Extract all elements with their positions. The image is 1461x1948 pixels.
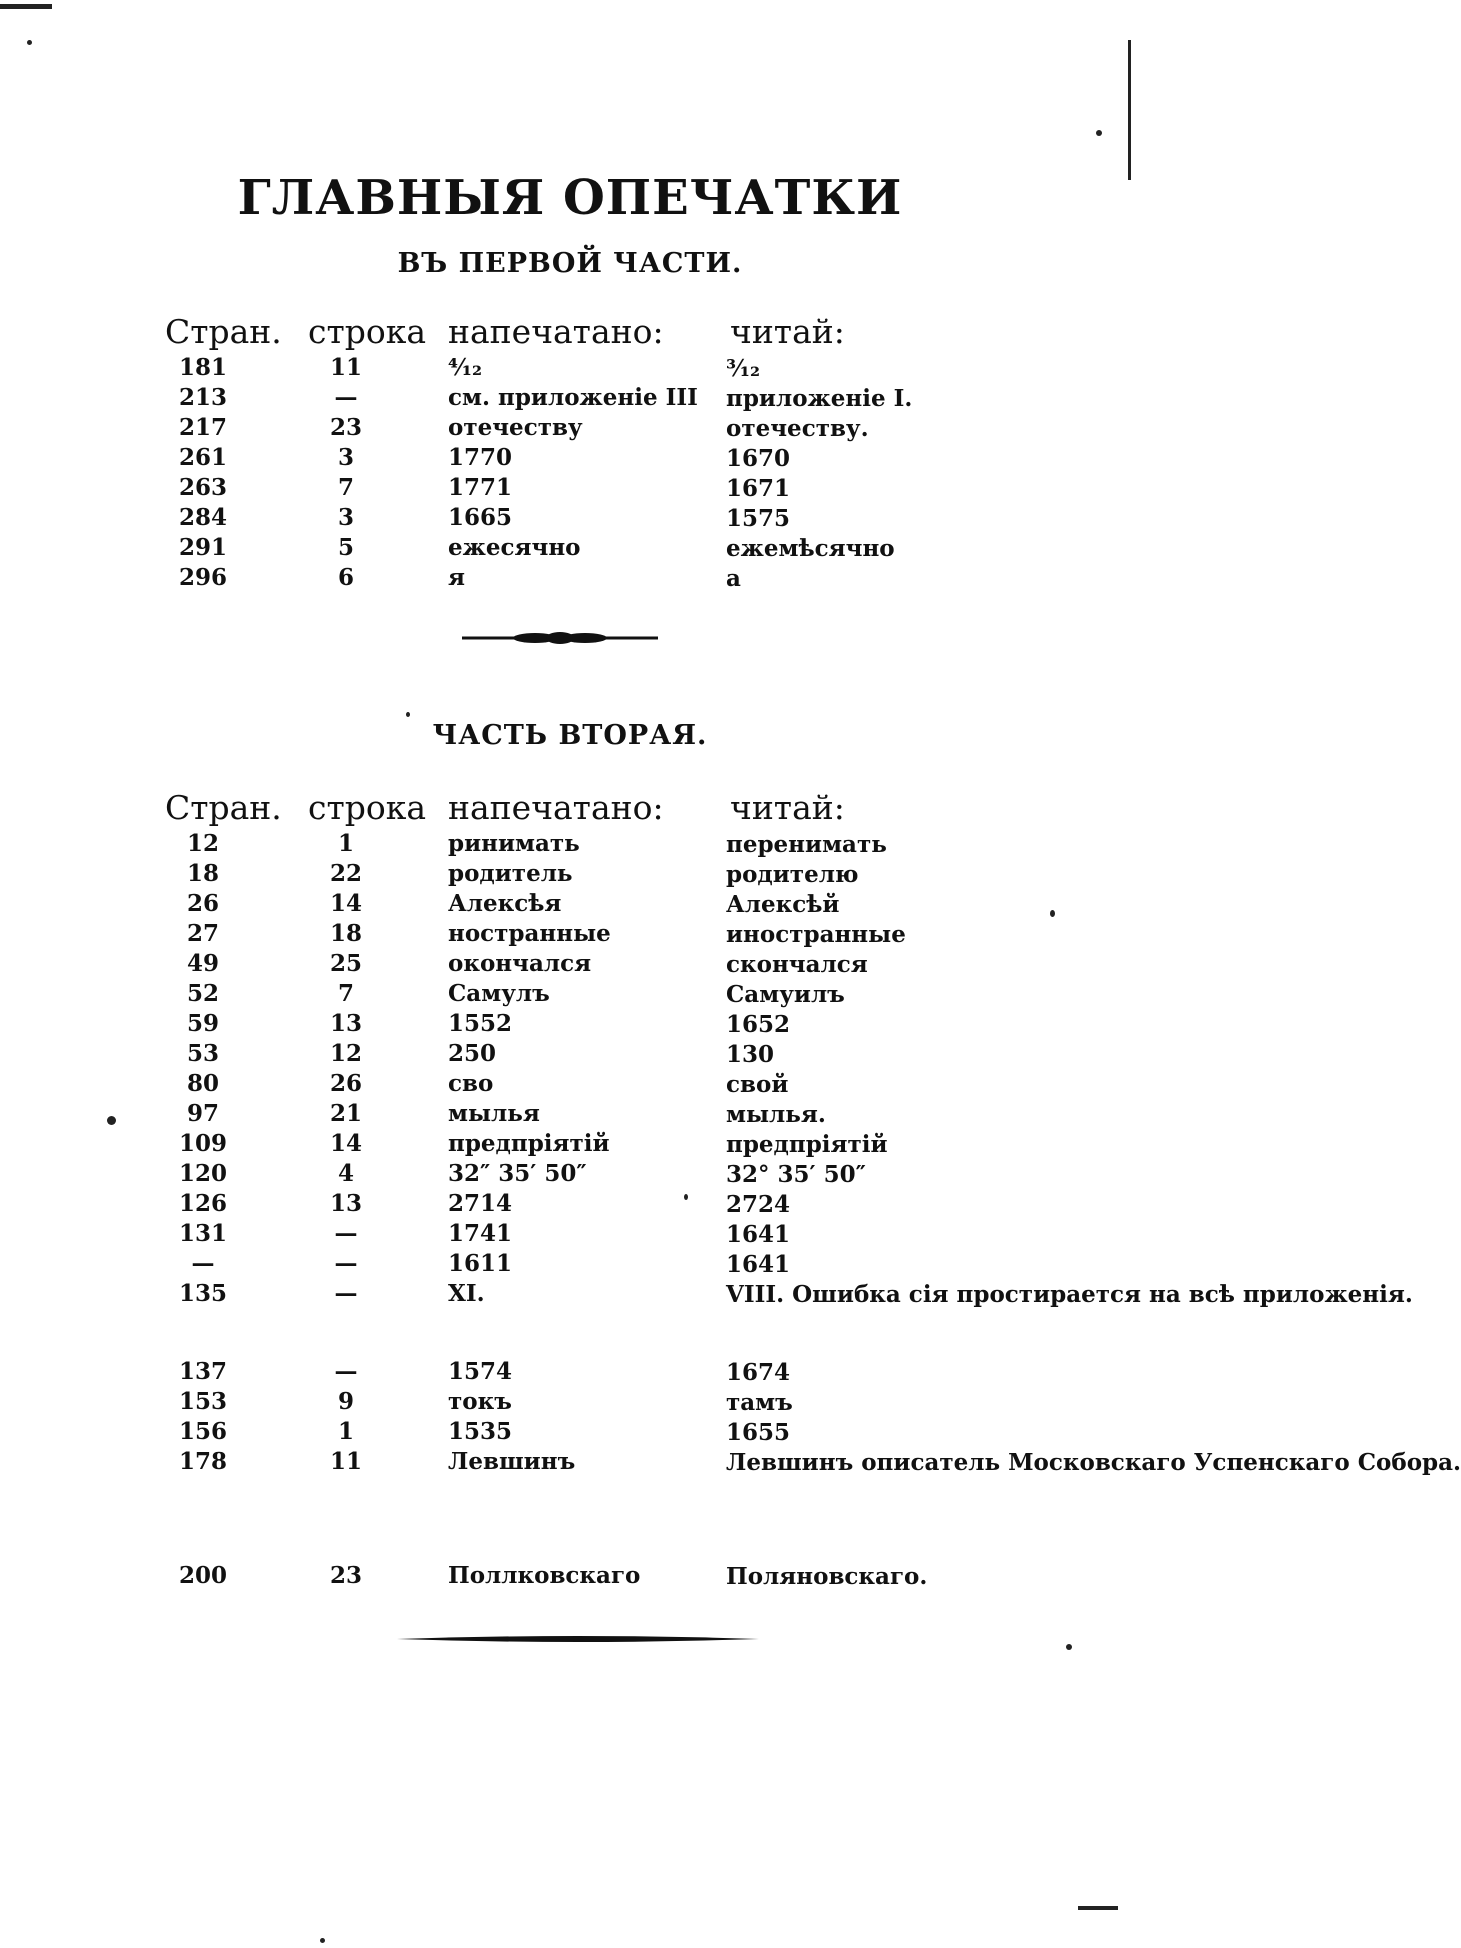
scan-speck (27, 40, 32, 45)
line-cell: — (334, 1280, 358, 1307)
page-cell: 296 (178, 564, 227, 591)
line-cell: — (334, 1220, 358, 1247)
correction-cell: отечеству. (726, 415, 869, 442)
correction-cell: мылья. (726, 1101, 826, 1128)
page-cell: 135 (178, 1280, 227, 1307)
page-cell: 217 (178, 414, 227, 441)
part2-col-printed-header: напечатано: (448, 788, 664, 827)
printed-cell: окончался (448, 950, 592, 977)
correction-cell: 1652 (726, 1011, 791, 1038)
part1-col-printed-header: напечатано: (448, 312, 664, 351)
printed-cell: токъ (448, 1388, 512, 1415)
table-row (0, 504, 1140, 534)
printed-cell: Самулъ (448, 980, 550, 1007)
part2-col-line-header: строка (308, 788, 427, 827)
printed-cell: я (448, 564, 465, 591)
line-cell: 3 (337, 444, 354, 471)
line-cell: 22 (329, 860, 362, 887)
correction-cell: 1575 (726, 505, 791, 532)
correction-cell: 1671 (726, 475, 791, 502)
line-cell: 18 (329, 920, 362, 947)
table-row (0, 1130, 1140, 1160)
table-row (0, 1562, 1140, 1592)
part2-heading: ЧАСТЬ ВТОРАЯ. (432, 720, 708, 751)
scan-speck (1096, 130, 1102, 136)
line-cell: 1 (337, 830, 354, 857)
printed-cell: предпріятій (448, 1130, 610, 1157)
table-row (0, 444, 1140, 474)
table-row (0, 1358, 1140, 1388)
line-cell: 9 (337, 1388, 354, 1415)
printed-cell: отечеству (448, 414, 583, 441)
scan-speck (1066, 1644, 1072, 1650)
line-cell: 26 (329, 1070, 362, 1097)
line-cell: 5 (337, 534, 354, 561)
page-cell: 131 (178, 1220, 227, 1247)
part2-col-read-header: читай: (730, 788, 845, 827)
correction-cell: Самуилъ (726, 981, 845, 1008)
correction-cell: родителю (726, 861, 859, 888)
correction-cell: 1641 (726, 1221, 791, 1248)
line-cell: 3 (337, 504, 354, 531)
printed-cell: родитель (448, 860, 573, 887)
page-cell: 49 (186, 950, 219, 977)
table-row (0, 1250, 1140, 1280)
printed-cell: 32″ 35′ 50″ (448, 1160, 587, 1187)
correction-cell: VIII. Ошибка сія простирается на всѣ приложенія. (726, 1281, 1413, 1308)
correction-cell: скончался (726, 951, 868, 978)
table-row (0, 1190, 1140, 1220)
page-cell: 26 (186, 890, 219, 917)
line-cell: 12 (329, 1040, 362, 1067)
line-cell: 13 (329, 1190, 362, 1217)
printed-cell: ринимать (448, 830, 580, 857)
correction-cell: свой (726, 1071, 789, 1098)
scan-speck (107, 1116, 116, 1125)
table-row (0, 1280, 1413, 1310)
page-cell: 263 (178, 474, 227, 501)
scan-edge-mark (1128, 40, 1131, 180)
page-cell: 12 (186, 830, 219, 857)
line-cell: 4 (337, 1160, 354, 1187)
line-cell: 11 (329, 1448, 362, 1475)
line-cell: 13 (329, 1010, 362, 1037)
page-cell: 27 (186, 920, 219, 947)
table-row (0, 414, 1140, 444)
scan-speck (1050, 910, 1055, 917)
scan-edge-mark (1078, 1906, 1118, 1910)
line-cell: 23 (329, 414, 362, 441)
line-cell: 6 (337, 564, 354, 591)
line-cell: 14 (329, 1130, 362, 1157)
table-row (0, 1388, 1140, 1418)
printed-cell: Поллковскаго (448, 1562, 641, 1589)
scan-speck (320, 1938, 325, 1943)
printed-cell: 1552 (448, 1010, 513, 1037)
table-row (0, 384, 1140, 414)
printed-cell: XI. (448, 1280, 485, 1307)
correction-cell: приложеніе I. (726, 385, 913, 412)
table-row (0, 1070, 1140, 1100)
page-cell: 80 (186, 1070, 219, 1097)
part1-col-page-header: Стран. (165, 312, 282, 351)
table-row (0, 1100, 1140, 1130)
page-cell: 284 (178, 504, 227, 531)
page-cell: 126 (178, 1190, 227, 1217)
page-title: ГЛАВНЫЯ ОПЕЧАТКИ (237, 170, 903, 226)
correction-cell: Поляновскаго. (726, 1563, 928, 1590)
correction-cell: 1641 (726, 1251, 791, 1278)
part2-col-page-header: Стран. (165, 788, 282, 827)
printed-cell: 250 (448, 1040, 497, 1067)
table-row (0, 354, 1140, 384)
printed-cell: 1771 (448, 474, 513, 501)
page-cell: 261 (178, 444, 227, 471)
printed-cell: Левшинъ (448, 1448, 576, 1475)
page-cell: 291 (178, 534, 227, 561)
printed-cell: 1741 (448, 1220, 513, 1247)
closing-rule-ornament (395, 1632, 761, 1646)
correction-cell: а (726, 565, 741, 592)
part1-col-read-header: читай: (730, 312, 845, 351)
table-row (0, 474, 1140, 504)
printed-cell: см. приложеніе III (448, 384, 698, 411)
page-cell: 156 (178, 1418, 227, 1445)
correction-cell: иностранные (726, 921, 906, 948)
table-row (0, 1040, 1140, 1070)
correction-cell: 2724 (726, 1191, 791, 1218)
table-row (0, 534, 1140, 564)
printed-cell: мылья (448, 1100, 540, 1127)
line-cell: — (334, 1250, 358, 1277)
page-cell: 153 (178, 1388, 227, 1415)
correction-cell: ³⁄₁₂ (726, 355, 761, 382)
page-cell: 53 (186, 1040, 219, 1067)
scan-speck (684, 1194, 688, 1200)
correction-cell: ежемѣсячно (726, 535, 895, 562)
scan-edge-mark (0, 4, 52, 9)
printed-cell: ежесячно (448, 534, 581, 561)
table-row (0, 1010, 1140, 1040)
line-cell: 11 (329, 354, 362, 381)
part1-col-line-header: строка (308, 312, 427, 351)
page-cell: 109 (178, 1130, 227, 1157)
table-row (0, 1448, 1461, 1478)
line-cell: 7 (337, 474, 354, 501)
line-cell: — (334, 384, 358, 411)
line-cell: 25 (329, 950, 362, 977)
table-row (0, 1160, 1140, 1190)
page-cell: 18 (186, 860, 219, 887)
page-cell: — (191, 1250, 215, 1277)
page-cell: 97 (186, 1100, 219, 1127)
printed-cell: 1574 (448, 1358, 513, 1385)
correction-cell: предпріятій (726, 1131, 888, 1158)
table-row (0, 1418, 1140, 1448)
correction-cell: 32° 35′ 50″ (726, 1161, 866, 1188)
line-cell: — (334, 1358, 358, 1385)
printed-cell: 1770 (448, 444, 513, 471)
correction-cell: 1655 (726, 1419, 791, 1446)
table-row (0, 860, 1140, 890)
correction-cell: 1674 (726, 1359, 791, 1386)
page-cell: 178 (178, 1448, 227, 1475)
line-cell: 21 (329, 1100, 362, 1127)
section-divider-ornament (460, 630, 660, 646)
correction-cell: тамъ (726, 1389, 793, 1416)
line-cell: 23 (329, 1562, 362, 1589)
page-cell: 120 (178, 1160, 227, 1187)
printed-cell: 1535 (448, 1418, 513, 1445)
table-row (0, 564, 1140, 594)
printed-cell: 1611 (448, 1250, 513, 1277)
line-cell: 7 (337, 980, 354, 1007)
correction-cell: 130 (726, 1041, 775, 1068)
table-row (0, 830, 1140, 860)
table-row (0, 1220, 1140, 1250)
printed-cell: 1665 (448, 504, 513, 531)
page-cell: 200 (178, 1562, 227, 1589)
page-cell: 52 (186, 980, 219, 1007)
printed-cell: ностранные (448, 920, 611, 947)
table-row (0, 920, 1140, 950)
printed-cell: ⁴⁄₁₂ (448, 354, 483, 381)
correction-cell: 1670 (726, 445, 791, 472)
table-row (0, 890, 1140, 920)
correction-cell: перенимать (726, 831, 887, 858)
line-cell: 1 (337, 1418, 354, 1445)
scan-speck (406, 712, 410, 717)
table-row (0, 980, 1140, 1010)
correction-cell: Алексѣй (726, 891, 840, 918)
page-cell: 181 (178, 354, 227, 381)
page-cell: 59 (186, 1010, 219, 1037)
correction-cell: Левшинъ описатель Московскаго Успенскаго Собора. (726, 1449, 1461, 1476)
line-cell: 14 (329, 890, 362, 917)
printed-cell: Алексѣя (448, 890, 562, 917)
printed-cell: сво (448, 1070, 494, 1097)
part1-heading: ВЪ ПЕРВОЙ ЧАСТИ. (397, 248, 743, 279)
printed-cell: 2714 (448, 1190, 513, 1217)
table-row (0, 950, 1140, 980)
page-cell: 213 (178, 384, 227, 411)
page-cell: 137 (178, 1358, 227, 1385)
